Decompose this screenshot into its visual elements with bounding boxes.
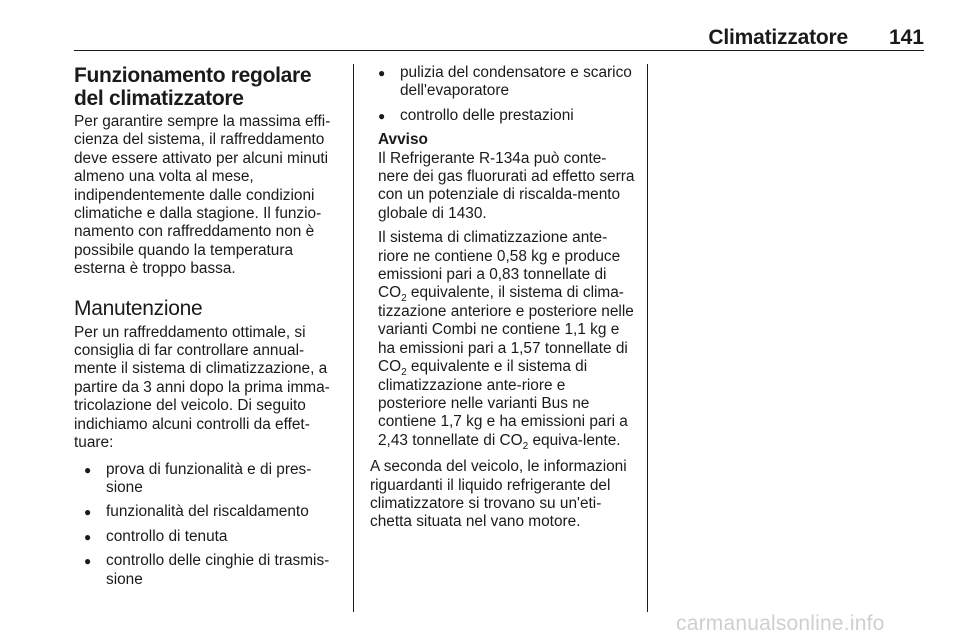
checks-list-continued [370, 64, 636, 125]
subscript: 2 [522, 440, 529, 452]
notice-box [370, 131, 636, 450]
notice-text-b: equivalente, il sistema di clima-tizzazione anteriore e posteriore nelle varianti Combi ne contiene 1,1 kg e ha emissioni pari a 1,57 tonnellate di CO [378, 284, 634, 376]
list-item: ● controllo di tenuta [74, 528, 342, 546]
section-paragraph: Per un raffreddamento ottimale, si consiglia di far controllare annual-mente il sistema di climatizzazione, a partire da 3 anni dopo la prima imma-tricolazione del veicolo. Di seguito indichiamo alcuni controlli da effet-tuare: [74, 323, 330, 452]
right-column [370, 64, 636, 547]
checks-list [74, 461, 342, 589]
section-title: Manutenzione [74, 296, 203, 320]
notice-paragraph-2 [378, 229, 636, 450]
column-divider [353, 64, 354, 612]
header-rule [74, 50, 924, 51]
watermark: carmanualsonline.info [676, 612, 885, 635]
notice-text-d: equiva-lente. [528, 431, 621, 449]
list-item: ● controllo delle prestazioni [370, 107, 636, 125]
intro-paragraph: Per garantire sempre la massima effi-cienza del sistema, il raffreddamento deve essere attivato per alcuni minuti almeno una volta al mese, indipendentemente dalle condizioni climatiche e dalla stagione. Il funzio-namento con raffreddamento non è possibile quando la temperatura esterna è troppo bassa. [74, 113, 331, 278]
column-divider [647, 64, 648, 612]
notice-text-c: equivalente e il sistema di climatizzazione ante-riore e posteriore nelle varianti Bus ne contiene 1,7 kg e ha emissioni pari a 2,43 tonnellate di CO [378, 358, 628, 449]
header-title: Climatizzatore [708, 26, 848, 49]
notice-text-a: Il sistema di climatizzazione ante-riore ne contiene 0,58 kg e produce emissioni pari a 0,83 tonnellate di CO [378, 229, 621, 302]
subscript: 2 [401, 367, 407, 379]
left-column [74, 64, 342, 595]
list-item: ● controllo delle cinghie di trasmis-sione [74, 552, 342, 589]
page-number: 141 [888, 26, 924, 49]
notice-title: Avviso [378, 131, 428, 149]
list-item: ● prova di funzionalità e di pres-sione [74, 461, 342, 498]
list-item: ● pulizia del condensatore e scarico dell'evaporatore [370, 64, 636, 101]
page-header [0, 0, 960, 60]
list-item: ● funzionalità del riscaldamento [74, 503, 342, 521]
subscript: 2 [401, 293, 407, 305]
notice-paragraph-1: Il Refrigerante R-134a può conte-nere dei gas fluorurati ad effetto serra con un potenziale di riscalda-mento globale di 1430. [378, 149, 635, 222]
refrigerant-info-paragraph: A seconda del veicolo, le informazioni riguardanti il liquido refrigerante del climatizzatore si trovano su un'eti-chetta situata nel vano motore. [370, 458, 627, 531]
main-heading: Funzionamento regolare del climatizzatore [74, 64, 312, 110]
